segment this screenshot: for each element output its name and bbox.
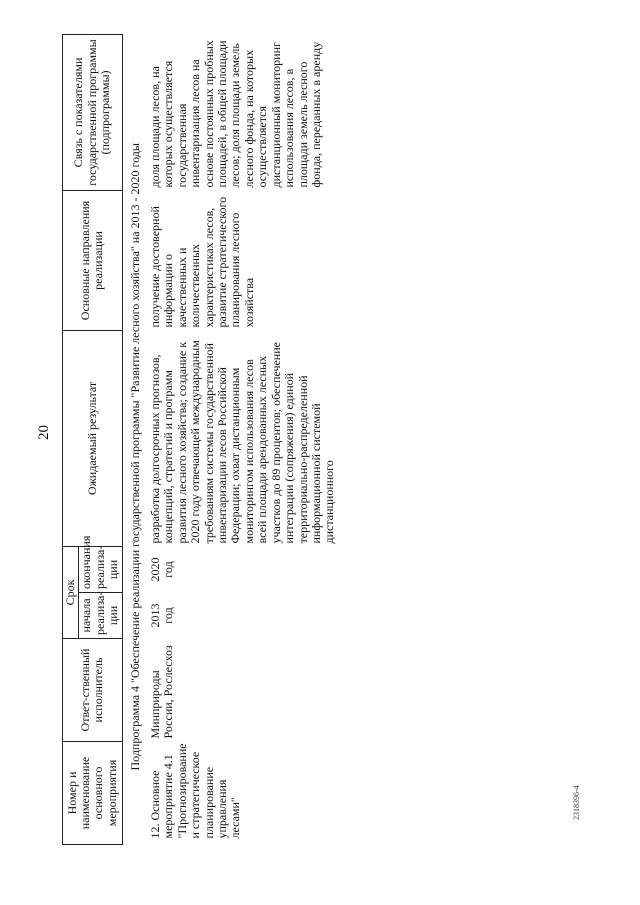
header-expected-result: Ожидаемый результат xyxy=(63,331,123,547)
cell-end-year: 2020 год xyxy=(148,557,176,582)
cell-directions: получение достоверной информации о качественных и количественных характеристиках лесов, развитие стратегического планирования лесного хозяйства xyxy=(148,196,256,328)
cell-responsible: Минприроды России, Рослесхоз xyxy=(148,645,176,739)
page-number: 20 xyxy=(36,425,52,440)
header-start: начала реализа-ции xyxy=(79,593,122,639)
header-term: Срок xyxy=(63,547,79,639)
header-indicators: Связь с показателями государственной программы (подпрограммы) xyxy=(63,35,123,191)
cell-start-year: 2013 год xyxy=(148,603,176,628)
table-row xyxy=(148,35,338,845)
cell-expected-result: разработка долгосрочных прогнозов, концепций, стратегий и программ развития лесного хозяйства; создание к 2020 году отвечающей международным требованиям системы государственной инвентаризации лесов Российской Федерации; охват дистанционным мониторингом использования лесов всей площади арендованных лесных участков до 89 процентов; обеспечение интеграции (сопряжения) единой территориально-распределенной информационной системой дистанционного xyxy=(148,340,337,544)
program-table xyxy=(62,34,338,845)
document-id: 2318396-4 xyxy=(572,785,581,820)
header-measure: Номер и наименование основного мероприятия xyxy=(63,742,123,845)
header-responsible: Ответ-ственный исполнитель xyxy=(63,639,123,742)
rotated-table-container xyxy=(62,35,594,845)
header-directions: Основные направления реализации xyxy=(63,191,123,331)
header-end: окончания реализа-ции xyxy=(79,547,122,593)
cell-measure: 12. Основное мероприятие 4.1 "Прогнозирование и стратегическое планирование управления лесами" xyxy=(148,743,243,839)
subprogram-title: Подпрограмма 4 "Обеспечение реализации государственной программы "Развитие лесного хозяйства" на 2013 - 2020 годы xyxy=(127,143,142,771)
cell-indicators: доля площади лесов, на которых осуществляется государственная инвентаризация лесов на основе постоянных пробных площадей, в общей площади лесов; доля площади земель лесного фонда, на которых осуществляется дистанционный мониторинг использования лесов, в площади земель лесного фонда, переданных в аренду xyxy=(148,40,323,188)
